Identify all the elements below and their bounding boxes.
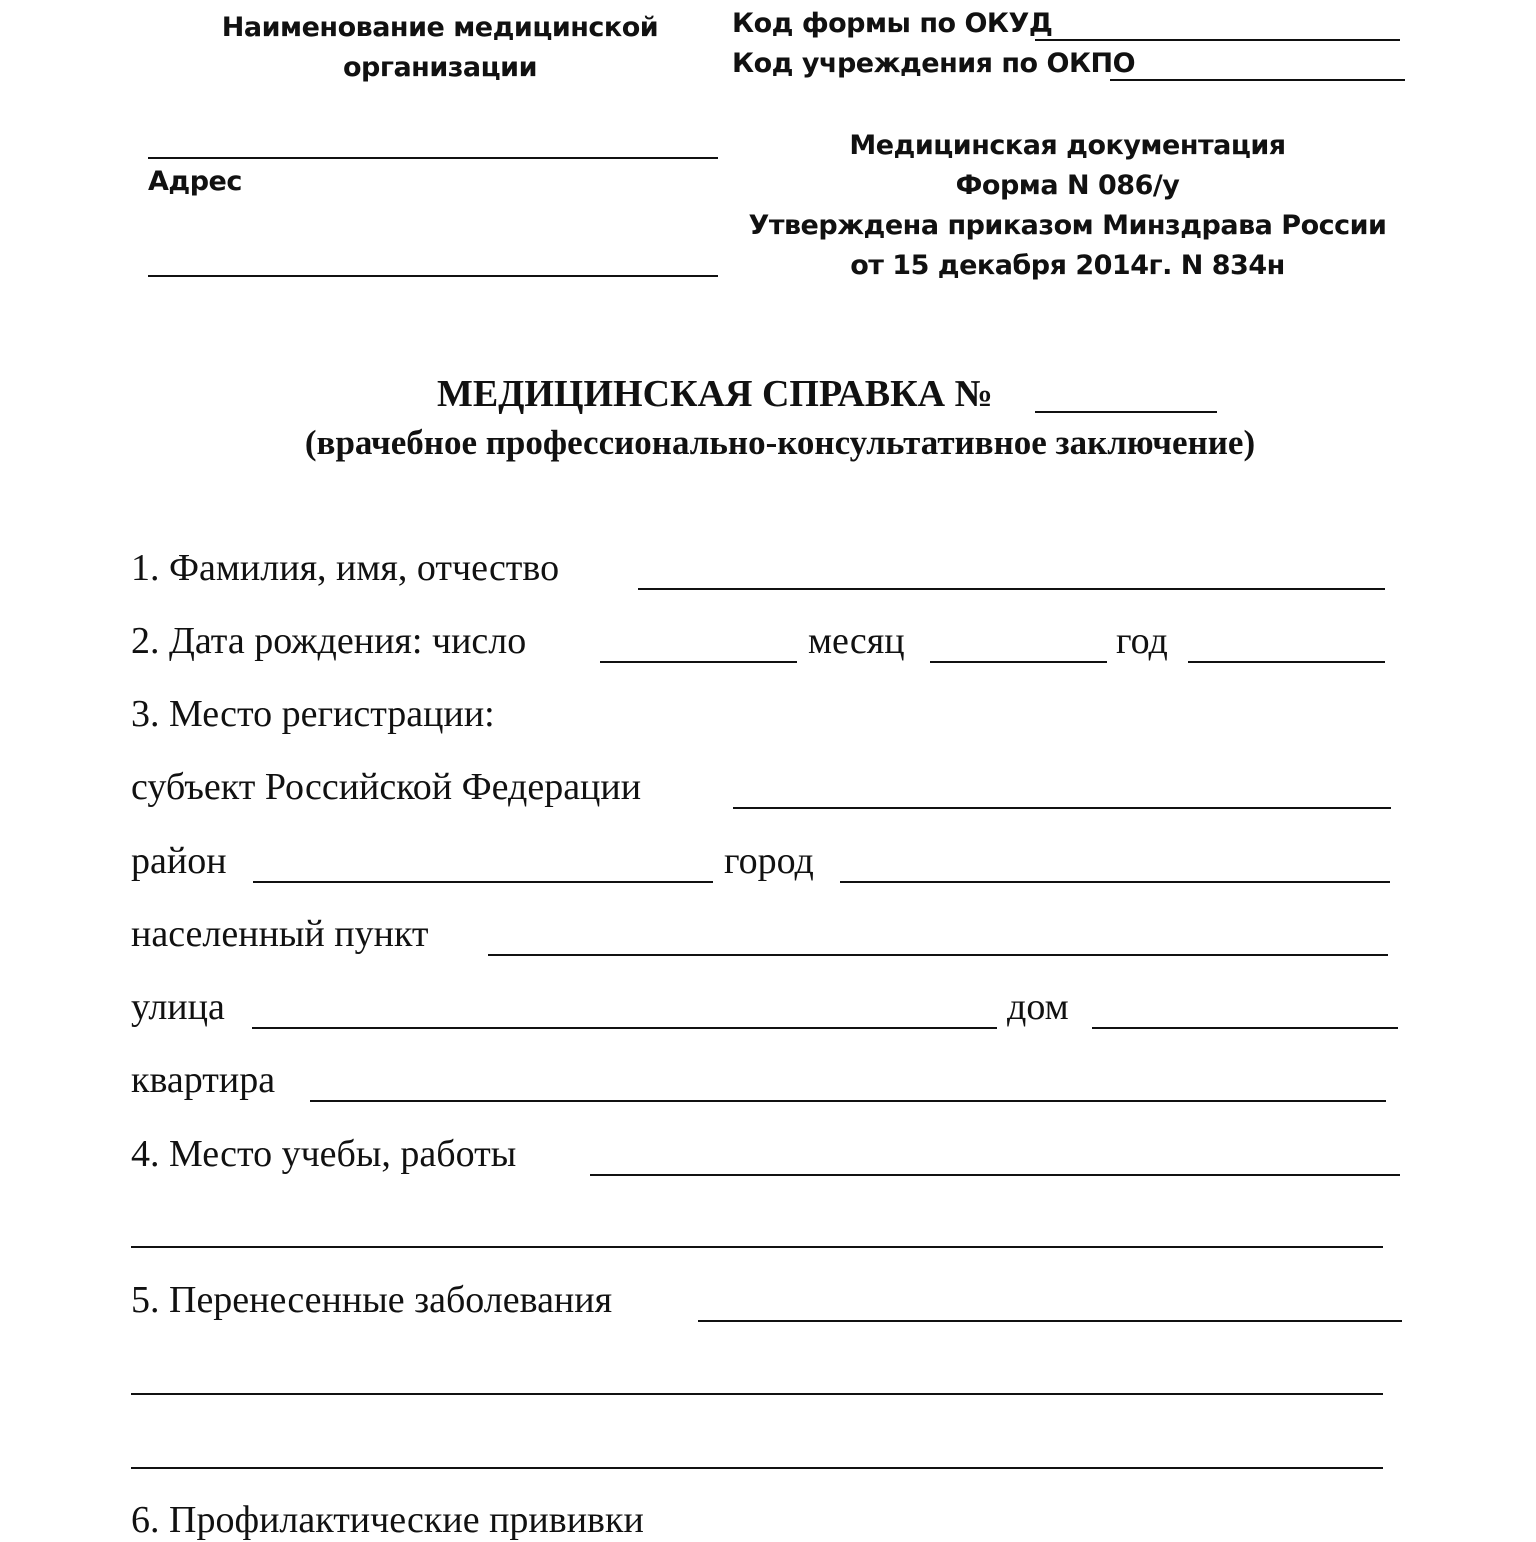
okpo-label: Код учреждения по ОКПО	[732, 48, 1136, 79]
diseases-line[interactable]	[698, 1320, 1402, 1322]
district-label: район	[131, 840, 227, 882]
subject-label: субъект Российской Федерации	[131, 766, 642, 808]
house-line[interactable]	[1092, 1027, 1398, 1029]
street-label: улица	[131, 986, 225, 1028]
birth-year-line[interactable]	[1188, 661, 1385, 663]
birth-year-label: год	[1116, 620, 1168, 662]
org-name-line1: Наименование медицинской	[221, 12, 659, 43]
address-line[interactable]	[148, 275, 718, 277]
certificate-number-line[interactable]	[1035, 411, 1217, 413]
diseases-label: 5. Перенесенные заболевания	[131, 1279, 613, 1321]
city-line[interactable]	[840, 881, 1390, 883]
okpo-line[interactable]	[1110, 79, 1405, 81]
vaccinations-label: 6. Профилактические прививки	[131, 1499, 644, 1541]
city-label: город	[724, 840, 814, 882]
doc-approval-block	[740, 126, 1395, 286]
study-work-line[interactable]	[590, 1174, 1400, 1176]
diseases-line-3[interactable]	[131, 1467, 1383, 1469]
doc-line4: от 15 декабря 2014г. N 834н	[850, 250, 1285, 281]
birth-day-line[interactable]	[600, 661, 797, 663]
district-line[interactable]	[253, 881, 713, 883]
subject-line[interactable]	[733, 807, 1391, 809]
okud-label: Код формы по ОКУД	[732, 8, 1053, 39]
fio-line[interactable]	[638, 588, 1385, 590]
org-name-line[interactable]	[148, 157, 718, 159]
street-line[interactable]	[252, 1027, 997, 1029]
doc-line2: Форма N 086/у	[955, 170, 1180, 201]
settlement-line[interactable]	[488, 954, 1388, 956]
registration-label: 3. Место регистрации:	[131, 693, 495, 735]
okud-line[interactable]	[1035, 39, 1400, 41]
settlement-label: населенный пункт	[131, 913, 429, 955]
org-name-line2: организации	[342, 52, 538, 83]
certificate-title: МЕДИЦИНСКАЯ СПРАВКА №	[437, 373, 993, 415]
house-label: дом	[1007, 986, 1069, 1028]
doc-line3: Утверждена приказом Минздрава России	[748, 210, 1387, 241]
org-name-label	[170, 8, 710, 88]
study-work-line-2[interactable]	[131, 1246, 1383, 1248]
birth-month-label: месяц	[808, 620, 905, 662]
study-work-label: 4. Место учебы, работы	[131, 1133, 517, 1175]
apartment-line[interactable]	[310, 1100, 1386, 1102]
birth-day-label: 2. Дата рождения: число	[131, 620, 527, 662]
doc-line1: Медицинская документация	[849, 130, 1286, 161]
fio-label: 1. Фамилия, имя, отчество	[131, 547, 560, 589]
diseases-line-2[interactable]	[131, 1393, 1383, 1395]
certificate-subtitle: (врачебное профессионально-консультативное заключение)	[304, 423, 1256, 462]
apartment-label: квартира	[131, 1059, 276, 1101]
birth-month-line[interactable]	[930, 661, 1107, 663]
address-label: Адрес	[148, 166, 242, 197]
